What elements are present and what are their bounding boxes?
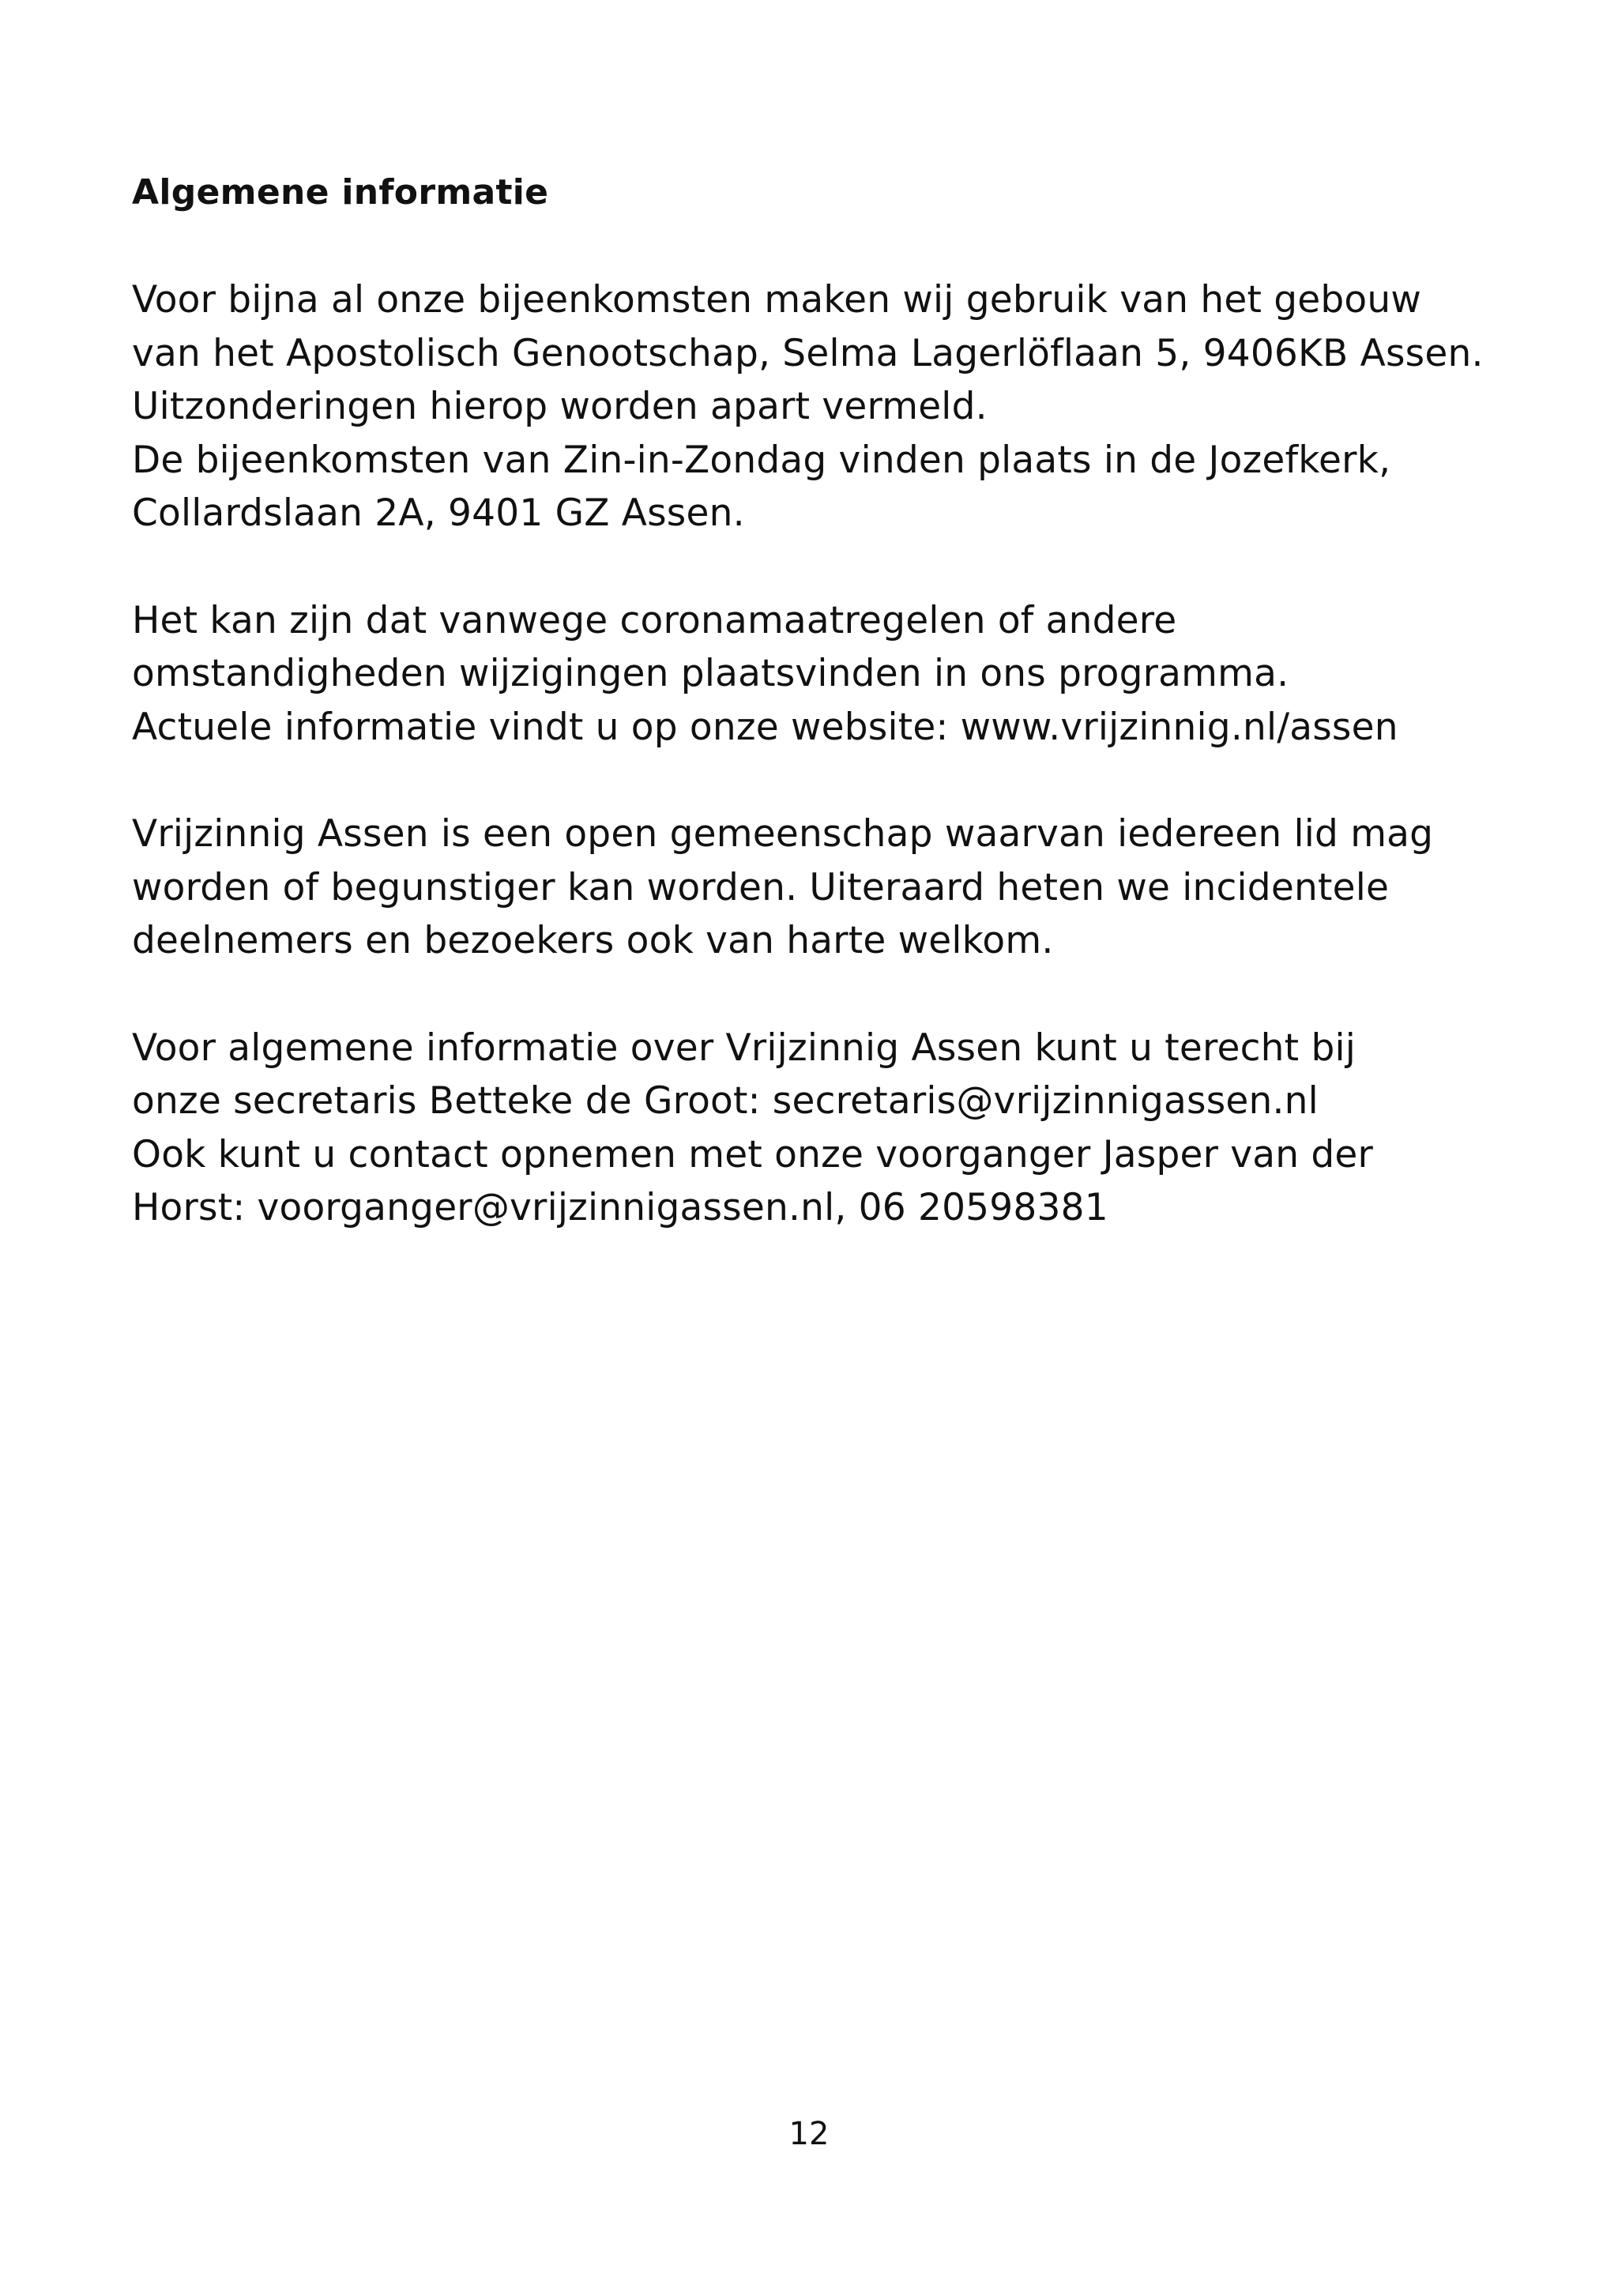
paragraph-line: Collardslaan 2A, 9401 GZ Assen. bbox=[132, 491, 745, 535]
paragraph-line: Uitzonderingen hierop worden apart vermeld. bbox=[132, 385, 988, 428]
paragraph-line: worden of begunstiger kan worden. Uiteraard heten we incidentele bbox=[132, 865, 1390, 909]
paragraph-line: Actuele informatie vindt u op onze website: www.vrijzinnig.nl/assen bbox=[132, 705, 1398, 749]
page-number: 12 bbox=[788, 2116, 830, 2152]
paragraph-changes bbox=[132, 594, 1538, 755]
paragraph-line: omstandigheden wijzigingen plaatsvinden in ons programma. bbox=[132, 652, 1289, 695]
paragraph-location bbox=[132, 273, 1538, 540]
document-body bbox=[132, 166, 1538, 1235]
paragraph-line: Voor bijna al onze bijeenkomsten maken wij gebruik van het gebouw bbox=[132, 278, 1421, 322]
paragraph-contact bbox=[132, 1022, 1538, 1235]
paragraph-line: De bijeenkomsten van Zin-in-Zondag vinden plaats in de Jozefkerk, bbox=[132, 438, 1391, 482]
paragraph-line: deelnemers en bezoekers ook van harte welkom. bbox=[132, 919, 1054, 962]
paragraph-line: Vrijzinnig Assen is een open gemeenschap waarvan iedereen lid mag bbox=[132, 812, 1434, 856]
paragraph-line: Ook kunt u contact opnemen met onze voorganger Jasper van der bbox=[132, 1132, 1374, 1176]
paragraph-line: Horst: voorganger@vrijzinnigassen.nl, 06 20598381 bbox=[132, 1186, 1108, 1229]
paragraph-community bbox=[132, 807, 1538, 968]
paragraph-line: van het Apostolisch Genootschap, Selma Lagerlöflaan 5, 9406KB Assen. bbox=[132, 331, 1484, 375]
page-title: Algemene informatie bbox=[132, 172, 549, 213]
paragraph-line: onze secretaris Betteke de Groot: secretaris@vrijzinnigassen.nl bbox=[132, 1079, 1319, 1123]
paragraph-line: Voor algemene informatie over Vrijzinnig Assen kunt u terecht bij bbox=[132, 1026, 1356, 1070]
paragraph-line: Het kan zijn dat vanwege coronamaatregelen of andere bbox=[132, 598, 1177, 642]
